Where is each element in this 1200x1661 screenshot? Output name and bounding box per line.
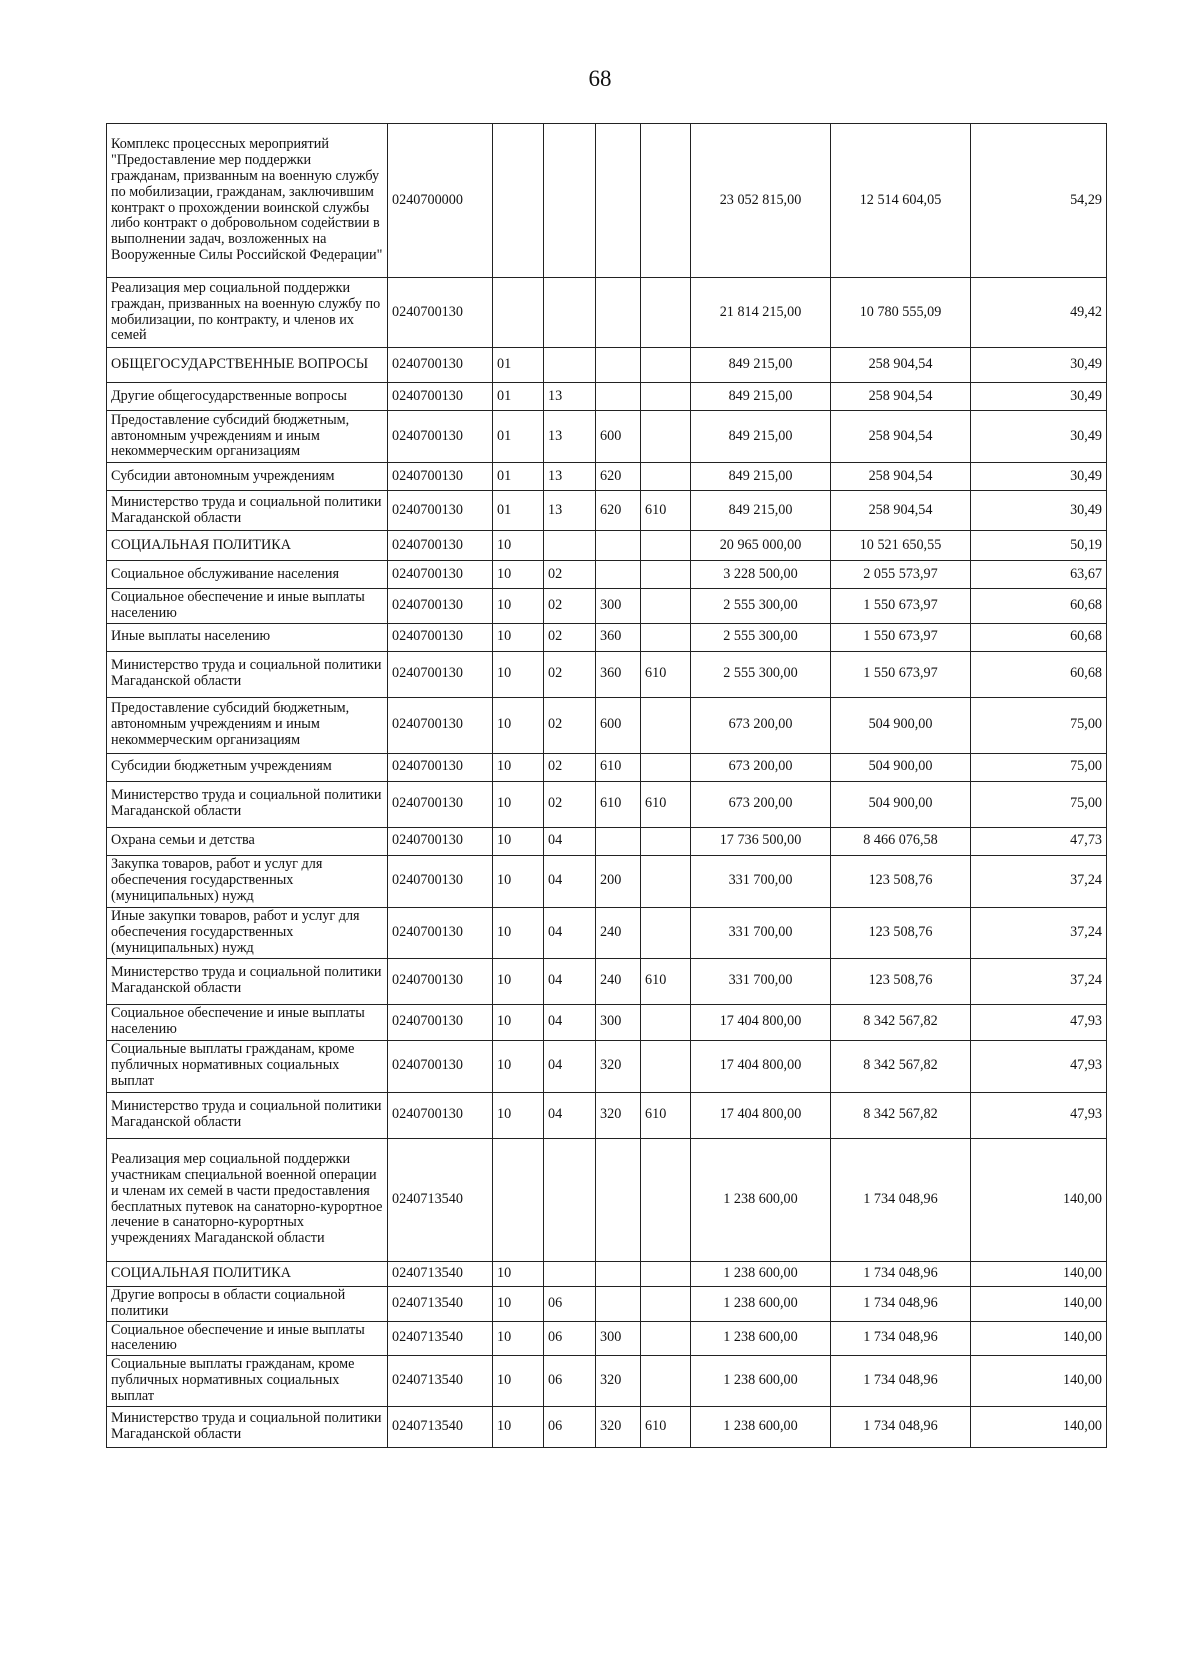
- target-article-code: 0240700130: [388, 827, 493, 855]
- row-description: СОЦИАЛЬНАЯ ПОЛИТИКА: [107, 531, 388, 561]
- subsection-code: 04: [544, 907, 596, 958]
- target-article-code: 0240700130: [388, 463, 493, 491]
- expense-type-code: 320: [596, 1407, 641, 1448]
- planned-amount: 17 404 800,00: [691, 1092, 831, 1138]
- planned-amount: 1 238 600,00: [691, 1138, 831, 1261]
- row-description: Министерство труда и социальной политики Магаданской области: [107, 781, 388, 827]
- execution-percent: 60,68: [971, 589, 1107, 624]
- table-row: [107, 411, 1107, 463]
- row-description: Министерство труда и социальной политики Магаданской области: [107, 491, 388, 531]
- target-article-code: 0240713540: [388, 1261, 493, 1286]
- administrator-code: [641, 1004, 691, 1040]
- expense-type-code: [596, 278, 641, 348]
- planned-amount: 849 215,00: [691, 348, 831, 383]
- subsection-code: 06: [544, 1356, 596, 1407]
- subsection-code: 04: [544, 958, 596, 1004]
- target-article-code: 0240700130: [388, 1004, 493, 1040]
- expense-type-code: 240: [596, 958, 641, 1004]
- section-code: 10: [493, 1407, 544, 1448]
- section-code: 01: [493, 411, 544, 463]
- execution-percent: 75,00: [971, 697, 1107, 753]
- actual-amount: 10 780 555,09: [831, 278, 971, 348]
- planned-amount: 331 700,00: [691, 907, 831, 958]
- subsection-code: 13: [544, 491, 596, 531]
- page-number: 68: [588, 66, 612, 91]
- target-article-code: 0240700130: [388, 855, 493, 907]
- row-description: Социальное обеспечение и иные выплаты населению: [107, 589, 388, 624]
- actual-amount: 1 550 673,97: [831, 651, 971, 697]
- section-code: 10: [493, 561, 544, 589]
- table-row: [107, 561, 1107, 589]
- execution-percent: 47,73: [971, 827, 1107, 855]
- target-article-code: 0240700130: [388, 1040, 493, 1092]
- section-code: 10: [493, 589, 544, 624]
- target-article-code: 0240700130: [388, 781, 493, 827]
- expense-type-code: 320: [596, 1356, 641, 1407]
- row-description: Социальные выплаты гражданам, кроме публичных нормативных социальных выплат: [107, 1040, 388, 1092]
- table-row: [107, 463, 1107, 491]
- section-code: 10: [493, 907, 544, 958]
- section-code: 10: [493, 651, 544, 697]
- actual-amount: 2 055 573,97: [831, 561, 971, 589]
- expense-type-code: [596, 1286, 641, 1321]
- execution-percent: 140,00: [971, 1321, 1107, 1356]
- table-row: [107, 383, 1107, 411]
- expense-type-code: 300: [596, 1321, 641, 1356]
- section-code: 10: [493, 753, 544, 781]
- section-code: 10: [493, 1040, 544, 1092]
- administrator-code: [641, 1321, 691, 1356]
- execution-percent: 140,00: [971, 1356, 1107, 1407]
- row-description: Субсидии автономным учреждениям: [107, 463, 388, 491]
- subsection-code: [544, 278, 596, 348]
- table-row: [107, 1261, 1107, 1286]
- expense-type-code: 300: [596, 1004, 641, 1040]
- subsection-code: 02: [544, 589, 596, 624]
- planned-amount: 3 228 500,00: [691, 561, 831, 589]
- row-description: Реализация мер социальной поддержки участникам специальной военной операции и членам их семей в части предоставления бесплатных путевок на санаторно-курортное лечение в санаторно-курортных учреждениях Магаданской области: [107, 1138, 388, 1261]
- subsection-code: [544, 348, 596, 383]
- execution-percent: 30,49: [971, 463, 1107, 491]
- target-article-code: 0240700130: [388, 958, 493, 1004]
- administrator-code: [641, 531, 691, 561]
- section-code: 10: [493, 1356, 544, 1407]
- planned-amount: 849 215,00: [691, 463, 831, 491]
- expense-type-code: [596, 827, 641, 855]
- target-article-code: 0240700130: [388, 907, 493, 958]
- planned-amount: 17 404 800,00: [691, 1040, 831, 1092]
- administrator-code: [641, 855, 691, 907]
- section-code: 01: [493, 383, 544, 411]
- planned-amount: 2 555 300,00: [691, 651, 831, 697]
- target-article-code: 0240713540: [388, 1407, 493, 1448]
- execution-percent: 140,00: [971, 1286, 1107, 1321]
- table-row: [107, 781, 1107, 827]
- expense-type-code: 610: [596, 781, 641, 827]
- table-row: [107, 1286, 1107, 1321]
- actual-amount: 504 900,00: [831, 697, 971, 753]
- subsection-code: 13: [544, 463, 596, 491]
- table-row: [107, 348, 1107, 383]
- actual-amount: 1 734 048,96: [831, 1321, 971, 1356]
- table-row: [107, 753, 1107, 781]
- subsection-code: 06: [544, 1321, 596, 1356]
- row-description: Социальное обеспечение и иные выплаты населению: [107, 1004, 388, 1040]
- planned-amount: 673 200,00: [691, 781, 831, 827]
- expense-type-code: [596, 1138, 641, 1261]
- execution-percent: 140,00: [971, 1407, 1107, 1448]
- execution-percent: 47,93: [971, 1092, 1107, 1138]
- row-description: Субсидии бюджетным учреждениям: [107, 753, 388, 781]
- planned-amount: 2 555 300,00: [691, 589, 831, 624]
- actual-amount: 1 550 673,97: [831, 623, 971, 651]
- target-article-code: 0240713540: [388, 1356, 493, 1407]
- subsection-code: 02: [544, 561, 596, 589]
- execution-percent: 37,24: [971, 855, 1107, 907]
- actual-amount: 8 466 076,58: [831, 827, 971, 855]
- table-row: [107, 651, 1107, 697]
- actual-amount: 123 508,76: [831, 907, 971, 958]
- subsection-code: 04: [544, 1004, 596, 1040]
- administrator-code: 610: [641, 491, 691, 531]
- actual-amount: 8 342 567,82: [831, 1004, 971, 1040]
- target-article-code: 0240700130: [388, 697, 493, 753]
- table-row: [107, 589, 1107, 624]
- table-row: [107, 1092, 1107, 1138]
- table-row: [107, 1356, 1107, 1407]
- actual-amount: 258 904,54: [831, 463, 971, 491]
- row-description: Министерство труда и социальной политики Магаданской области: [107, 958, 388, 1004]
- target-article-code: 0240700130: [388, 491, 493, 531]
- row-description: Министерство труда и социальной политики Магаданской области: [107, 651, 388, 697]
- section-code: [493, 278, 544, 348]
- planned-amount: 23 052 815,00: [691, 124, 831, 278]
- expense-type-code: 620: [596, 491, 641, 531]
- table-row: [107, 697, 1107, 753]
- target-article-code: 0240700130: [388, 531, 493, 561]
- row-description: Иные выплаты населению: [107, 623, 388, 651]
- expense-type-code: [596, 531, 641, 561]
- subsection-code: 06: [544, 1407, 596, 1448]
- target-article-code: 0240713540: [388, 1286, 493, 1321]
- administrator-code: 610: [641, 958, 691, 1004]
- planned-amount: 17 736 500,00: [691, 827, 831, 855]
- actual-amount: 258 904,54: [831, 383, 971, 411]
- target-article-code: 0240700130: [388, 348, 493, 383]
- actual-amount: 1 734 048,96: [831, 1286, 971, 1321]
- subsection-code: 04: [544, 1040, 596, 1092]
- actual-amount: 123 508,76: [831, 855, 971, 907]
- planned-amount: 2 555 300,00: [691, 623, 831, 651]
- table-row: [107, 124, 1107, 278]
- table-row: [107, 531, 1107, 561]
- subsection-code: [544, 1261, 596, 1286]
- actual-amount: 123 508,76: [831, 958, 971, 1004]
- execution-percent: 30,49: [971, 383, 1107, 411]
- administrator-code: [641, 697, 691, 753]
- planned-amount: 331 700,00: [691, 855, 831, 907]
- subsection-code: 02: [544, 753, 596, 781]
- row-description: Комплекс процессных мероприятий "Предоставление мер поддержки гражданам, призванным на военную службу по мобилизации, гражданам, заключившим контракт о прохождении воинской службы либо контракт о добровольном содействии в выполнении задач, возложенных на Вооруженные Силы Российской Федерации": [107, 124, 388, 278]
- subsection-code: 02: [544, 651, 596, 697]
- target-article-code: 0240700000: [388, 124, 493, 278]
- execution-percent: 47,93: [971, 1040, 1107, 1092]
- section-code: 01: [493, 491, 544, 531]
- expense-type-code: [596, 561, 641, 589]
- execution-percent: 75,00: [971, 781, 1107, 827]
- section-code: 10: [493, 1261, 544, 1286]
- row-description: ОБЩЕГОСУДАРСТВЕННЫЕ ВОПРОСЫ: [107, 348, 388, 383]
- section-code: 01: [493, 463, 544, 491]
- administrator-code: 610: [641, 1092, 691, 1138]
- table-row: [107, 1321, 1107, 1356]
- execution-percent: 63,67: [971, 561, 1107, 589]
- execution-percent: 49,42: [971, 278, 1107, 348]
- planned-amount: 849 215,00: [691, 411, 831, 463]
- administrator-code: [641, 623, 691, 651]
- actual-amount: 1 734 048,96: [831, 1261, 971, 1286]
- subsection-code: 04: [544, 827, 596, 855]
- expense-type-code: [596, 124, 641, 278]
- planned-amount: 1 238 600,00: [691, 1321, 831, 1356]
- row-description: Министерство труда и социальной политики Магаданской области: [107, 1407, 388, 1448]
- subsection-code: 02: [544, 623, 596, 651]
- section-code: 10: [493, 623, 544, 651]
- expense-type-code: [596, 348, 641, 383]
- administrator-code: [641, 1138, 691, 1261]
- execution-percent: 30,49: [971, 411, 1107, 463]
- section-code: 10: [493, 781, 544, 827]
- planned-amount: 1 238 600,00: [691, 1261, 831, 1286]
- administrator-code: [641, 1286, 691, 1321]
- expense-type-code: 240: [596, 907, 641, 958]
- table-row: [107, 623, 1107, 651]
- table-row: [107, 278, 1107, 348]
- table-row: [107, 855, 1107, 907]
- subsection-code: 04: [544, 1092, 596, 1138]
- target-article-code: 0240700130: [388, 753, 493, 781]
- administrator-code: [641, 383, 691, 411]
- administrator-code: [641, 1356, 691, 1407]
- table-row: [107, 907, 1107, 958]
- administrator-code: [641, 907, 691, 958]
- administrator-code: [641, 463, 691, 491]
- planned-amount: 849 215,00: [691, 383, 831, 411]
- expense-type-code: 610: [596, 753, 641, 781]
- row-description: Реализация мер социальной поддержки граждан, призванных на военную службу по мобилизации, по контракту, и членов их семей: [107, 278, 388, 348]
- target-article-code: 0240700130: [388, 411, 493, 463]
- section-code: 10: [493, 1004, 544, 1040]
- administrator-code: [641, 348, 691, 383]
- actual-amount: 8 342 567,82: [831, 1040, 971, 1092]
- row-description: Министерство труда и социальной политики Магаданской области: [107, 1092, 388, 1138]
- execution-percent: 30,49: [971, 491, 1107, 531]
- expense-type-code: 600: [596, 411, 641, 463]
- execution-percent: 140,00: [971, 1138, 1107, 1261]
- expense-type-code: 600: [596, 697, 641, 753]
- planned-amount: 17 404 800,00: [691, 1004, 831, 1040]
- target-article-code: 0240700130: [388, 278, 493, 348]
- target-article-code: 0240700130: [388, 623, 493, 651]
- actual-amount: 1 734 048,96: [831, 1138, 971, 1261]
- target-article-code: 0240700130: [388, 1092, 493, 1138]
- section-code: 10: [493, 531, 544, 561]
- administrator-code: [641, 589, 691, 624]
- actual-amount: 504 900,00: [831, 781, 971, 827]
- expense-type-code: 620: [596, 463, 641, 491]
- section-code: 10: [493, 697, 544, 753]
- execution-percent: 75,00: [971, 753, 1107, 781]
- expense-type-code: 320: [596, 1092, 641, 1138]
- planned-amount: 331 700,00: [691, 958, 831, 1004]
- expense-type-code: 300: [596, 589, 641, 624]
- expense-type-code: 360: [596, 623, 641, 651]
- table-row: [107, 1040, 1107, 1092]
- target-article-code: 0240713540: [388, 1321, 493, 1356]
- expense-type-code: 360: [596, 651, 641, 697]
- administrator-code: [641, 827, 691, 855]
- section-code: 10: [493, 855, 544, 907]
- administrator-code: [641, 1261, 691, 1286]
- actual-amount: 258 904,54: [831, 348, 971, 383]
- actual-amount: 1 734 048,96: [831, 1356, 971, 1407]
- actual-amount: 10 521 650,55: [831, 531, 971, 561]
- row-description: Другие вопросы в области социальной политики: [107, 1286, 388, 1321]
- section-code: [493, 124, 544, 278]
- actual-amount: 12 514 604,05: [831, 124, 971, 278]
- target-article-code: 0240700130: [388, 589, 493, 624]
- row-description: Социальное обслуживание населения: [107, 561, 388, 589]
- target-article-code: 0240700130: [388, 561, 493, 589]
- planned-amount: 673 200,00: [691, 753, 831, 781]
- execution-percent: 37,24: [971, 958, 1107, 1004]
- administrator-code: [641, 753, 691, 781]
- execution-percent: 47,93: [971, 1004, 1107, 1040]
- subsection-code: 04: [544, 855, 596, 907]
- section-code: 01: [493, 348, 544, 383]
- planned-amount: 21 814 215,00: [691, 278, 831, 348]
- execution-percent: 60,68: [971, 651, 1107, 697]
- administrator-code: [641, 1040, 691, 1092]
- row-description: Социальное обеспечение и иные выплаты населению: [107, 1321, 388, 1356]
- section-code: 10: [493, 1286, 544, 1321]
- expense-type-code: 200: [596, 855, 641, 907]
- execution-percent: 37,24: [971, 907, 1107, 958]
- table-row: [107, 1138, 1107, 1261]
- section-code: 10: [493, 958, 544, 1004]
- execution-percent: 140,00: [971, 1261, 1107, 1286]
- subsection-code: 02: [544, 781, 596, 827]
- row-description: Другие общегосударственные вопросы: [107, 383, 388, 411]
- table-row: [107, 958, 1107, 1004]
- table-body: [107, 124, 1107, 1448]
- table-row: [107, 1004, 1107, 1040]
- row-description: Закупка товаров, работ и услуг для обеспечения государственных (муниципальных) нужд: [107, 855, 388, 907]
- actual-amount: 258 904,54: [831, 491, 971, 531]
- table-row: [107, 491, 1107, 531]
- subsection-code: [544, 124, 596, 278]
- administrator-code: [641, 411, 691, 463]
- subsection-code: [544, 1138, 596, 1261]
- row-description: Предоставление субсидий бюджетным, автономным учреждениям и иным некоммерческим организациям: [107, 411, 388, 463]
- administrator-code: 610: [641, 1407, 691, 1448]
- planned-amount: 20 965 000,00: [691, 531, 831, 561]
- actual-amount: 1 734 048,96: [831, 1407, 971, 1448]
- expense-type-code: [596, 383, 641, 411]
- subsection-code: 13: [544, 411, 596, 463]
- target-article-code: 0240713540: [388, 1138, 493, 1261]
- subsection-code: 02: [544, 697, 596, 753]
- execution-percent: 50,19: [971, 531, 1107, 561]
- expense-type-code: [596, 1261, 641, 1286]
- planned-amount: 1 238 600,00: [691, 1286, 831, 1321]
- section-code: 10: [493, 827, 544, 855]
- planned-amount: 849 215,00: [691, 491, 831, 531]
- row-description: Охрана семьи и детства: [107, 827, 388, 855]
- subsection-code: 13: [544, 383, 596, 411]
- section-code: 10: [493, 1092, 544, 1138]
- row-description: Иные закупки товаров, работ и услуг для обеспечения государственных (муниципальных) нужд: [107, 907, 388, 958]
- administrator-code: 610: [641, 651, 691, 697]
- table-row: [107, 1407, 1107, 1448]
- row-description: Предоставление субсидий бюджетным, автономным учреждениям и иным некоммерческим организациям: [107, 697, 388, 753]
- administrator-code: [641, 561, 691, 589]
- execution-percent: 30,49: [971, 348, 1107, 383]
- target-article-code: 0240700130: [388, 651, 493, 697]
- planned-amount: 1 238 600,00: [691, 1356, 831, 1407]
- row-description: СОЦИАЛЬНАЯ ПОЛИТИКА: [107, 1261, 388, 1286]
- administrator-code: [641, 278, 691, 348]
- section-code: [493, 1138, 544, 1261]
- actual-amount: 8 342 567,82: [831, 1092, 971, 1138]
- expense-type-code: 320: [596, 1040, 641, 1092]
- table-row: [107, 827, 1107, 855]
- administrator-code: [641, 124, 691, 278]
- actual-amount: 258 904,54: [831, 411, 971, 463]
- row-description: Социальные выплаты гражданам, кроме публичных нормативных социальных выплат: [107, 1356, 388, 1407]
- section-code: 10: [493, 1321, 544, 1356]
- target-article-code: 0240700130: [388, 383, 493, 411]
- execution-percent: 60,68: [971, 623, 1107, 651]
- planned-amount: 1 238 600,00: [691, 1407, 831, 1448]
- actual-amount: 1 550 673,97: [831, 589, 971, 624]
- execution-percent: 54,29: [971, 124, 1107, 278]
- administrator-code: 610: [641, 781, 691, 827]
- planned-amount: 673 200,00: [691, 697, 831, 753]
- budget-table: [106, 123, 1107, 1448]
- actual-amount: 504 900,00: [831, 753, 971, 781]
- subsection-code: 06: [544, 1286, 596, 1321]
- subsection-code: [544, 531, 596, 561]
